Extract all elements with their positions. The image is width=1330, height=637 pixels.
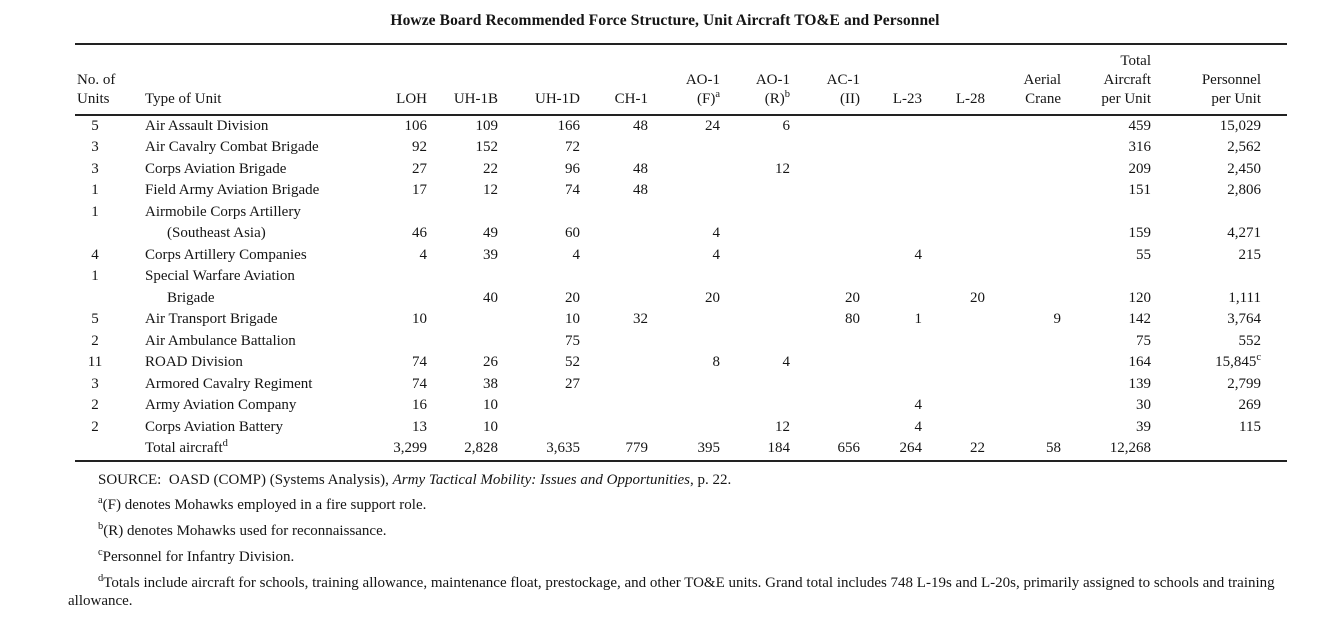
cell-ac-1-ii (798, 223, 868, 245)
cell-ac-1-ii (798, 352, 868, 374)
cell-ao-1-f (656, 266, 728, 288)
cell-units: 3 (91, 375, 99, 392)
cell-l-28 (930, 266, 993, 288)
cell-l-23 (868, 115, 930, 138)
cell-loh: 27 (412, 160, 427, 177)
cell-uh-1d: 52 (565, 354, 580, 371)
cell-ch-1 (588, 266, 656, 288)
cell-aerial-crane (993, 352, 1069, 374)
cell-personnel: 15,029 (1219, 117, 1261, 134)
cell-aerial-crane (993, 395, 1069, 417)
cell-loh: 74 (412, 354, 427, 371)
cell-uh-1b: 109 (475, 117, 498, 134)
cell-type: Air Ambulance Battalion (145, 332, 296, 349)
source-note (68, 471, 1320, 490)
footnote-c-marker: c (98, 546, 103, 558)
cell-uh-1d: 166 (557, 117, 580, 134)
cell-aerial-crane (993, 180, 1069, 202)
force-structure-table (75, 43, 1287, 462)
cell-ao-1-r (728, 331, 798, 353)
footnote-b-marker: b (98, 521, 104, 533)
cell-ac-1-ii (798, 202, 868, 224)
cell-total-aircraft: 55 (1136, 246, 1151, 263)
cell-ao-1-f (656, 202, 728, 224)
cell-total-aircraft: 12,268 (1109, 440, 1151, 457)
cell-total-aircraft: 75 (1136, 332, 1151, 349)
cell-ao-1-f: 4 (712, 225, 720, 242)
cell-uh-1d: 96 (565, 160, 580, 177)
cell-uh-1b: 22 (483, 160, 498, 177)
cell-l-28 (930, 245, 993, 267)
cell-total-aircraft: 151 (1128, 182, 1151, 199)
source-page-ref: , p. 22. (689, 471, 732, 488)
cell-type: Special Warfare Aviation (145, 268, 295, 285)
cell-l-28 (930, 202, 993, 224)
table-row (75, 395, 1287, 417)
cell-loh: 74 (412, 375, 427, 392)
cell-type: Corps Artillery Companies (145, 246, 307, 263)
cell-units: 5 (91, 311, 99, 328)
cell-l-28: 22 (970, 440, 985, 457)
cell-personnel (1159, 438, 1287, 461)
footnote-d-marker: d (98, 572, 104, 584)
cell-aerial-crane: 9 (1053, 311, 1061, 328)
table-row (75, 223, 1287, 245)
cell-loh (385, 266, 435, 288)
cell-uh-1d (506, 417, 588, 439)
cell-type: ROAD Division (145, 354, 243, 371)
footnote-a (68, 496, 1320, 515)
cell-ac-1-ii (798, 417, 868, 439)
cell-units (75, 288, 137, 310)
cell-l-23 (868, 159, 930, 181)
cell-ch-1 (588, 374, 656, 396)
cell-ao-1-r (728, 202, 798, 224)
cell-type: Armored Cavalry Regiment (145, 375, 313, 392)
col-uh-1d: UH-1D (506, 44, 588, 115)
cell-ao-1-r (728, 245, 798, 267)
cell-units: 1 (91, 203, 99, 220)
cell-uh-1d (506, 395, 588, 417)
cell-total-aircraft (1069, 266, 1159, 288)
col-units: No. of Units (75, 44, 137, 115)
footnote-a-marker: a (98, 495, 103, 507)
cell-personnel: 2,806 (1227, 182, 1261, 199)
cell-aerial-crane (993, 266, 1069, 288)
cell-uh-1b: 39 (483, 246, 498, 263)
cell-loh: 92 (412, 139, 427, 156)
cell-ch-1 (588, 331, 656, 353)
cell-l-28 (930, 223, 993, 245)
table-row (75, 115, 1287, 138)
cell-units: 1 (91, 268, 99, 285)
cell-l-28 (930, 395, 993, 417)
cell-personnel: 1,111 (1228, 289, 1261, 306)
cell-ao-1-r (728, 288, 798, 310)
cell-aerial-crane: 58 (1046, 440, 1061, 457)
cell-type: Corps Aviation Brigade (145, 160, 287, 177)
footnote-d-text: Totals include aircraft for schools, training allowance, maintenance float, prestockage, and other TO&E units. Grand total includes 748 L-19s and L-20s, primarily assigned to schools and training allowance. (68, 574, 1275, 610)
cell-aerial-crane (993, 331, 1069, 353)
footnote-b-text: (R) denotes Mohawks used for reconnaissance. (103, 523, 387, 540)
col-l-28: L-28 (930, 44, 993, 115)
cell-l-28 (930, 180, 993, 202)
cell-ao-1-r (728, 137, 798, 159)
footnote-c-text: Personnel for Infantry Division. (102, 548, 295, 565)
col-total-aircraft: Total Aircraft per Unit (1069, 44, 1159, 115)
cell-ac-1-ii (798, 331, 868, 353)
cell-ac-1-ii: 20 (845, 289, 860, 306)
cell-personnel: 2,450 (1227, 160, 1261, 177)
cell-ac-1-ii: 80 (845, 311, 860, 328)
table-row (75, 245, 1287, 267)
cell-l-28 (930, 115, 993, 138)
cell-ac-1-ii (798, 395, 868, 417)
table-row (75, 288, 1287, 310)
cell-units: 3 (91, 139, 99, 156)
cell-uh-1d: 10 (565, 311, 580, 328)
cell-aerial-crane (993, 137, 1069, 159)
cell-type: Air Assault Division (145, 117, 269, 134)
table-row (75, 202, 1287, 224)
cell-total-aircraft: 139 (1128, 375, 1151, 392)
cell-l-23 (868, 352, 930, 374)
cell-personnel: 269 (1238, 397, 1261, 414)
cell-ao-1-r: 6 (782, 117, 790, 134)
cell-type: Army Aviation Company (145, 397, 297, 414)
cell-type: Field Army Aviation Brigade (145, 182, 320, 199)
cell-ao-1-f: 24 (705, 117, 720, 134)
cell-l-28 (930, 159, 993, 181)
cell-ac-1-ii (798, 159, 868, 181)
cell-ch-1 (588, 417, 656, 439)
cell-units: 11 (87, 354, 103, 371)
cell-personnel: 4,271 (1227, 225, 1261, 242)
cell-type: Air Cavalry Combat Brigade (145, 139, 319, 156)
cell-l-28 (930, 331, 993, 353)
cell-uh-1b: 10 (483, 418, 498, 435)
cell-ao-1-f: 20 (705, 289, 720, 306)
cell-ao-1-r: 4 (782, 354, 790, 371)
cell-uh-1b: 26 (483, 354, 498, 371)
table-row (75, 159, 1287, 181)
cell-uh-1d: 3,635 (546, 440, 580, 457)
cell-units: 3 (91, 160, 99, 177)
cell-l-23: 4 (914, 418, 922, 435)
cell-type: Air Transport Brigade (145, 311, 278, 328)
col-type: Type of Unit (137, 44, 385, 115)
cell-ao-1-f (656, 309, 728, 331)
cell-loh: 3,299 (393, 440, 427, 457)
cell-ao-1-f (656, 374, 728, 396)
table-row (75, 352, 1287, 374)
cell-l-23: 4 (914, 397, 922, 414)
cell-loh: 106 (404, 117, 427, 134)
cell-aerial-crane (993, 417, 1069, 439)
cell-uh-1b: 152 (475, 139, 498, 156)
cell-loh: 10 (412, 311, 427, 328)
cell-ao-1-r (728, 223, 798, 245)
cell-aerial-crane (993, 374, 1069, 396)
cell-l-28 (930, 137, 993, 159)
cell-ch-1 (588, 245, 656, 267)
table-title: Howze Board Recommended Force Structure, Unit Aircraft TO&E and Personnel (390, 12, 940, 29)
cell-type: (Southeast Asia) (167, 225, 266, 242)
cell-l-28: 20 (970, 289, 985, 306)
cell-l-23 (868, 202, 930, 224)
cell-personnel (1159, 202, 1287, 224)
cell-loh: 17 (412, 182, 427, 199)
notes-section (68, 471, 1320, 612)
table-row (75, 438, 1287, 461)
cell-total-aircraft (1069, 202, 1159, 224)
col-loh: LOH (385, 44, 435, 115)
cell-total-aircraft: 120 (1128, 289, 1151, 306)
cell-units (75, 438, 137, 461)
col-ao-1-r: AO-1 $(R)^b$ (728, 44, 798, 115)
source-text: OASD (COMP) (Systems Analysis), (168, 471, 393, 488)
cell-loh: 16 (412, 397, 427, 414)
cell-units: 5 (91, 117, 99, 134)
cell-ao-1-f: 4 (712, 246, 720, 263)
cell-uh-1b: 49 (483, 225, 498, 242)
cell-ch-1 (588, 352, 656, 374)
cell-ao-1-f (656, 395, 728, 417)
cell-l-23 (868, 180, 930, 202)
cell-personnel (1159, 266, 1287, 288)
cell-total-aircraft: 30 (1136, 397, 1151, 414)
cell-type: Corps Aviation Battery (145, 418, 284, 435)
footnote-a-text: (F) denotes Mohawks employed in a fire support role. (102, 497, 427, 514)
cell-ac-1-ii (798, 374, 868, 396)
cell-type: Airmobile Corps Artillery (145, 203, 301, 220)
cell-total-aircraft: 159 (1128, 225, 1151, 242)
col-ao-1-f: AO-1 $(F)^a$ (656, 44, 728, 115)
cell-ac-1-ii: 656 (837, 440, 860, 457)
cell-personnel: 552 (1238, 332, 1261, 349)
cell-uh-1d: 60 (565, 225, 580, 242)
col-personnel: Personnel per Unit (1159, 44, 1287, 115)
cell-l-23: 4 (914, 246, 922, 263)
cell-l-28 (930, 309, 993, 331)
cell-ch-1: 48 (633, 182, 648, 199)
cell-uh-1d (506, 202, 588, 224)
cell-ac-1-ii (798, 245, 868, 267)
cell-ao-1-r: 12 (775, 418, 790, 435)
cell-total-aircraft: 316 (1128, 139, 1151, 156)
cell-l-28 (930, 374, 993, 396)
cell-ao-1-r (728, 180, 798, 202)
cell-ao-1-r: 184 (767, 440, 790, 457)
cell-ch-1 (588, 395, 656, 417)
col-aerial-crane: Aerial Crane (993, 44, 1069, 115)
cell-l-23 (868, 288, 930, 310)
cell-uh-1b (435, 309, 506, 331)
table-row (75, 180, 1287, 202)
cell-uh-1b (435, 266, 506, 288)
col-l-23: L-23 (868, 44, 930, 115)
cell-ch-1 (588, 288, 656, 310)
cell-total-aircraft: 209 (1128, 160, 1151, 177)
cell-units: 2 (91, 418, 99, 435)
cell-uh-1b (435, 331, 506, 353)
cell-units: 2 (91, 397, 99, 414)
cell-ac-1-ii (798, 180, 868, 202)
table-row (75, 266, 1287, 288)
cell-uh-1d (506, 266, 588, 288)
cell-personnel: 3,764 (1227, 311, 1261, 328)
col-ch-1: CH-1 (588, 44, 656, 115)
col-uh-1b: UH-1B (435, 44, 506, 115)
footnote-d (68, 574, 1320, 612)
table-body (75, 115, 1287, 461)
cell-personnel: 115 (1239, 418, 1261, 435)
cell-uh-1b: 10 (483, 397, 498, 414)
table-row (75, 137, 1287, 159)
cell-personnel: 2,562 (1227, 139, 1261, 156)
cell-uh-1d: 20 (565, 289, 580, 306)
footnote-b (68, 522, 1320, 541)
cell-units: 2 (91, 332, 99, 349)
cell-uh-1d: 4 (572, 246, 580, 263)
source-label: SOURCE: (98, 471, 162, 488)
table-row (75, 374, 1287, 396)
cell-units: 4 (91, 246, 99, 263)
source-separator (161, 472, 169, 488)
cell-ao-1-f (656, 180, 728, 202)
cell-l-23: 264 (899, 440, 922, 457)
cell-l-23 (868, 331, 930, 353)
cell-ac-1-ii (798, 137, 868, 159)
cell-ch-1: 779 (625, 440, 648, 457)
cell-personnel: 2,799 (1227, 375, 1261, 392)
cell-l-28 (930, 417, 993, 439)
cell-ao-1-f (656, 331, 728, 353)
cell-ao-1-f (656, 417, 728, 439)
cell-loh: 46 (412, 225, 427, 242)
cell-ao-1-r: 12 (775, 160, 790, 177)
cell-ch-1 (588, 223, 656, 245)
source-title-italic: Army Tactical Mobility: Issues and Opportunities (392, 471, 690, 488)
cell-loh (385, 202, 435, 224)
data-table (75, 43, 1287, 462)
cell-ch-1: 48 (633, 117, 648, 134)
cell-uh-1b: 38 (483, 375, 498, 392)
cell-aerial-crane (993, 288, 1069, 310)
cell-personnel: 15,845$^c$ (1215, 352, 1261, 371)
cell-ch-1 (588, 202, 656, 224)
cell-aerial-crane (993, 159, 1069, 181)
cell-ao-1-r (728, 309, 798, 331)
cell-ch-1: 32 (633, 311, 648, 328)
cell-l-23 (868, 137, 930, 159)
footnote-c (68, 548, 1320, 567)
cell-loh (385, 331, 435, 353)
cell-total-aircraft: 142 (1128, 311, 1151, 328)
table-header (75, 44, 1287, 115)
cell-uh-1d: 75 (565, 332, 580, 349)
cell-ao-1-r (728, 395, 798, 417)
cell-aerial-crane (993, 245, 1069, 267)
cell-units: 1 (91, 182, 99, 199)
table-row (75, 417, 1287, 439)
cell-uh-1b (435, 202, 506, 224)
cell-loh: 4 (419, 246, 427, 263)
cell-l-23 (868, 266, 930, 288)
cell-type: Total aircraft$^d$ (145, 438, 228, 457)
cell-l-23: 1 (914, 311, 922, 328)
cell-personnel: 215 (1238, 246, 1261, 263)
cell-ao-1-f (656, 137, 728, 159)
cell-aerial-crane (993, 223, 1069, 245)
cell-total-aircraft: 459 (1128, 117, 1151, 134)
cell-loh: 13 (412, 418, 427, 435)
cell-uh-1d: 72 (565, 139, 580, 156)
cell-loh (385, 288, 435, 310)
cell-l-23 (868, 223, 930, 245)
cell-ao-1-r (728, 266, 798, 288)
cell-ao-1-f: 395 (697, 440, 720, 457)
table-row (75, 309, 1287, 331)
cell-aerial-crane (993, 202, 1069, 224)
cell-uh-1b: 12 (483, 182, 498, 199)
cell-l-28 (930, 352, 993, 374)
cell-ch-1: 48 (633, 160, 648, 177)
cell-units (75, 223, 137, 245)
cell-ao-1-f: 8 (712, 354, 720, 371)
cell-ac-1-ii (798, 266, 868, 288)
cell-ao-1-f (656, 159, 728, 181)
cell-uh-1b: 2,828 (464, 440, 498, 457)
cell-uh-1d: 74 (565, 182, 580, 199)
cell-ao-1-r (728, 374, 798, 396)
cell-ch-1 (588, 137, 656, 159)
cell-l-23 (868, 374, 930, 396)
cell-uh-1b: 40 (483, 289, 498, 306)
cell-uh-1d: 27 (565, 375, 580, 392)
cell-total-aircraft: 39 (1136, 418, 1151, 435)
cell-ac-1-ii (798, 115, 868, 138)
cell-type: Brigade (167, 289, 215, 306)
cell-total-aircraft: 164 (1128, 354, 1151, 371)
table-row (75, 331, 1287, 353)
col-ac-1-ii: AC-1 (II) (798, 44, 868, 115)
cell-aerial-crane (993, 115, 1069, 138)
